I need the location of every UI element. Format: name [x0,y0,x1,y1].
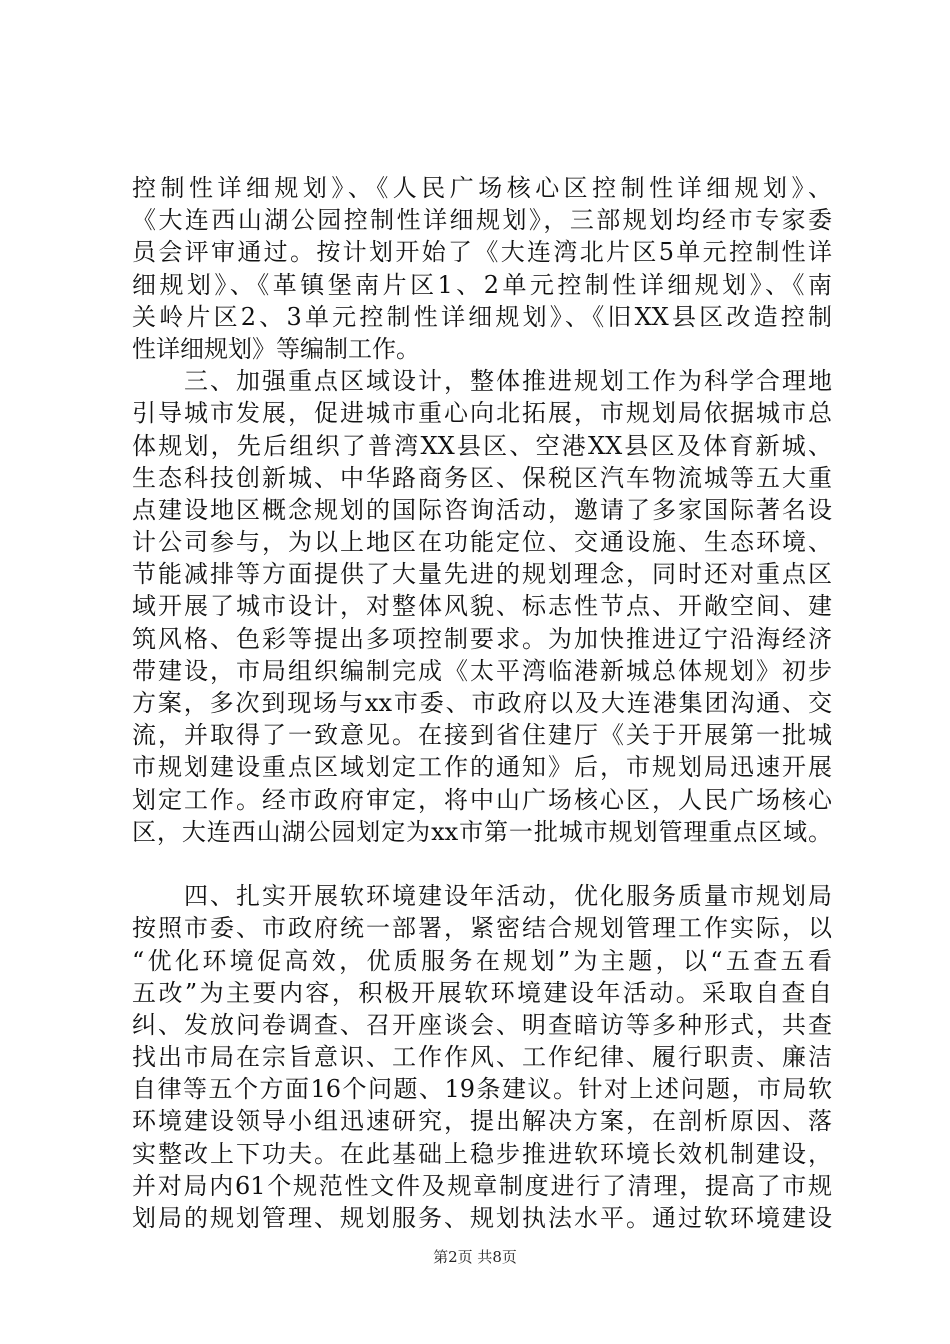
text-line: “优化环境促高效，优质服务在规划”为主题，以“五查五看 [132,946,832,975]
text-line: 按照市委、市政府统一部署，紧密结合规划管理工作实际，以 [132,914,832,943]
text-line: 计公司参与，为以上地区在功能定位、交通设施、生态环境、 [132,528,832,557]
text-line: 生态科技创新城、中华路商务区、保税区汽车物流城等五大重 [132,463,832,492]
text-line: 市规划建设重点区域划定工作的通知》后，市规划局迅速开展 [132,753,832,782]
text-line: 五改”为主要内容，积极开展软环境建设年活动。采取自查自 [132,978,832,1007]
text-line: 并对局内61个规范性文件及规章制度进行了清理，提高了市规 [132,1171,832,1200]
text-line: 域开展了城市设计，对整体风貌、标志性节点、开敞空间、建 [132,592,832,621]
text-line: 实整改上下功夫。在此基础上稳步推进软环境长效机制建设， [132,1139,832,1168]
paragraph-four-start: 四、扎实开展软环境建设年活动，优化服务质量市规划局 [132,882,832,911]
text-line: 员会评审通过。按计划开始了《大连湾北片区5单元控制性详 [132,238,832,267]
text-line: 划局的规划管理、规划服务、规划执法水平。通过软环境建设 [132,1204,832,1232]
text-line: 节能减排等方面提供了大量先进的规划理念，同时还对重点区 [132,560,832,589]
text-line: 筑风格、色彩等提出多项控制要求。为加快推进辽宁沿海经济 [132,624,832,653]
text-line: 环境建设领导小组迅速研究，提出解决方案，在剖析原因、落 [132,1107,832,1136]
text-line: 关岭片区2、3单元控制性详细规划》、《旧XX县区改造控制 [132,302,832,331]
text-line: 体规划，先后组织了普湾XX县区、空港XX县区及体育新城、 [132,431,832,460]
page-footer: 第2页 共8页 [433,1248,517,1266]
paragraph-gap [132,848,832,880]
document-body [132,172,832,1234]
text-line: 控制性详细规划》、《人民广场核心区控制性详细规划》、 [132,174,832,202]
text-line: 自律等五个方面16个问题、19条建议。针对上述问题，市局软 [132,1075,832,1104]
text-line: 流，并取得了一致意见。在接到省住建厅《关于开展第一批城 [132,721,832,750]
text-line: 引导城市发展，促进城市重心向北拓展，市规划局依据城市总 [132,399,832,428]
text-line: 点建设地区概念规划的国际咨询活动，邀请了多家国际著名设 [132,495,832,524]
text-line: 纠、发放问卷调查、召开座谈会、明查暗访等多种形式，共查 [132,1010,832,1039]
text-line: 区，大连西山湖公园划定为xx市第一批城市规划管理重点区域。 [132,817,832,846]
text-line: 划定工作。经市政府审定，将中山广场核心区，人民广场核心 [132,785,832,814]
text-line: 性详细规划》等编制工作。 [132,334,420,363]
text-line: 带建设，市局组织编制完成《太平湾临港新城总体规划》初步 [132,656,832,685]
paragraph-three-start: 三、加强重点区域设计，整体推进规划工作为科学合理地 [132,367,832,396]
text-line: 找出市局在宗旨意识、工作作风、工作纪律、履行职责、廉洁 [132,1043,832,1072]
text-line: 《大连西山湖公园控制性详细规划》，三部规划均经市专家委 [132,206,832,235]
text-line: 细规划》、《革镇堡南片区1、2单元控制性详细规划》、《南 [132,270,832,299]
text-line: 方案，多次到现场与xx市委、市政府以及大连港集团沟通、交 [132,689,832,717]
